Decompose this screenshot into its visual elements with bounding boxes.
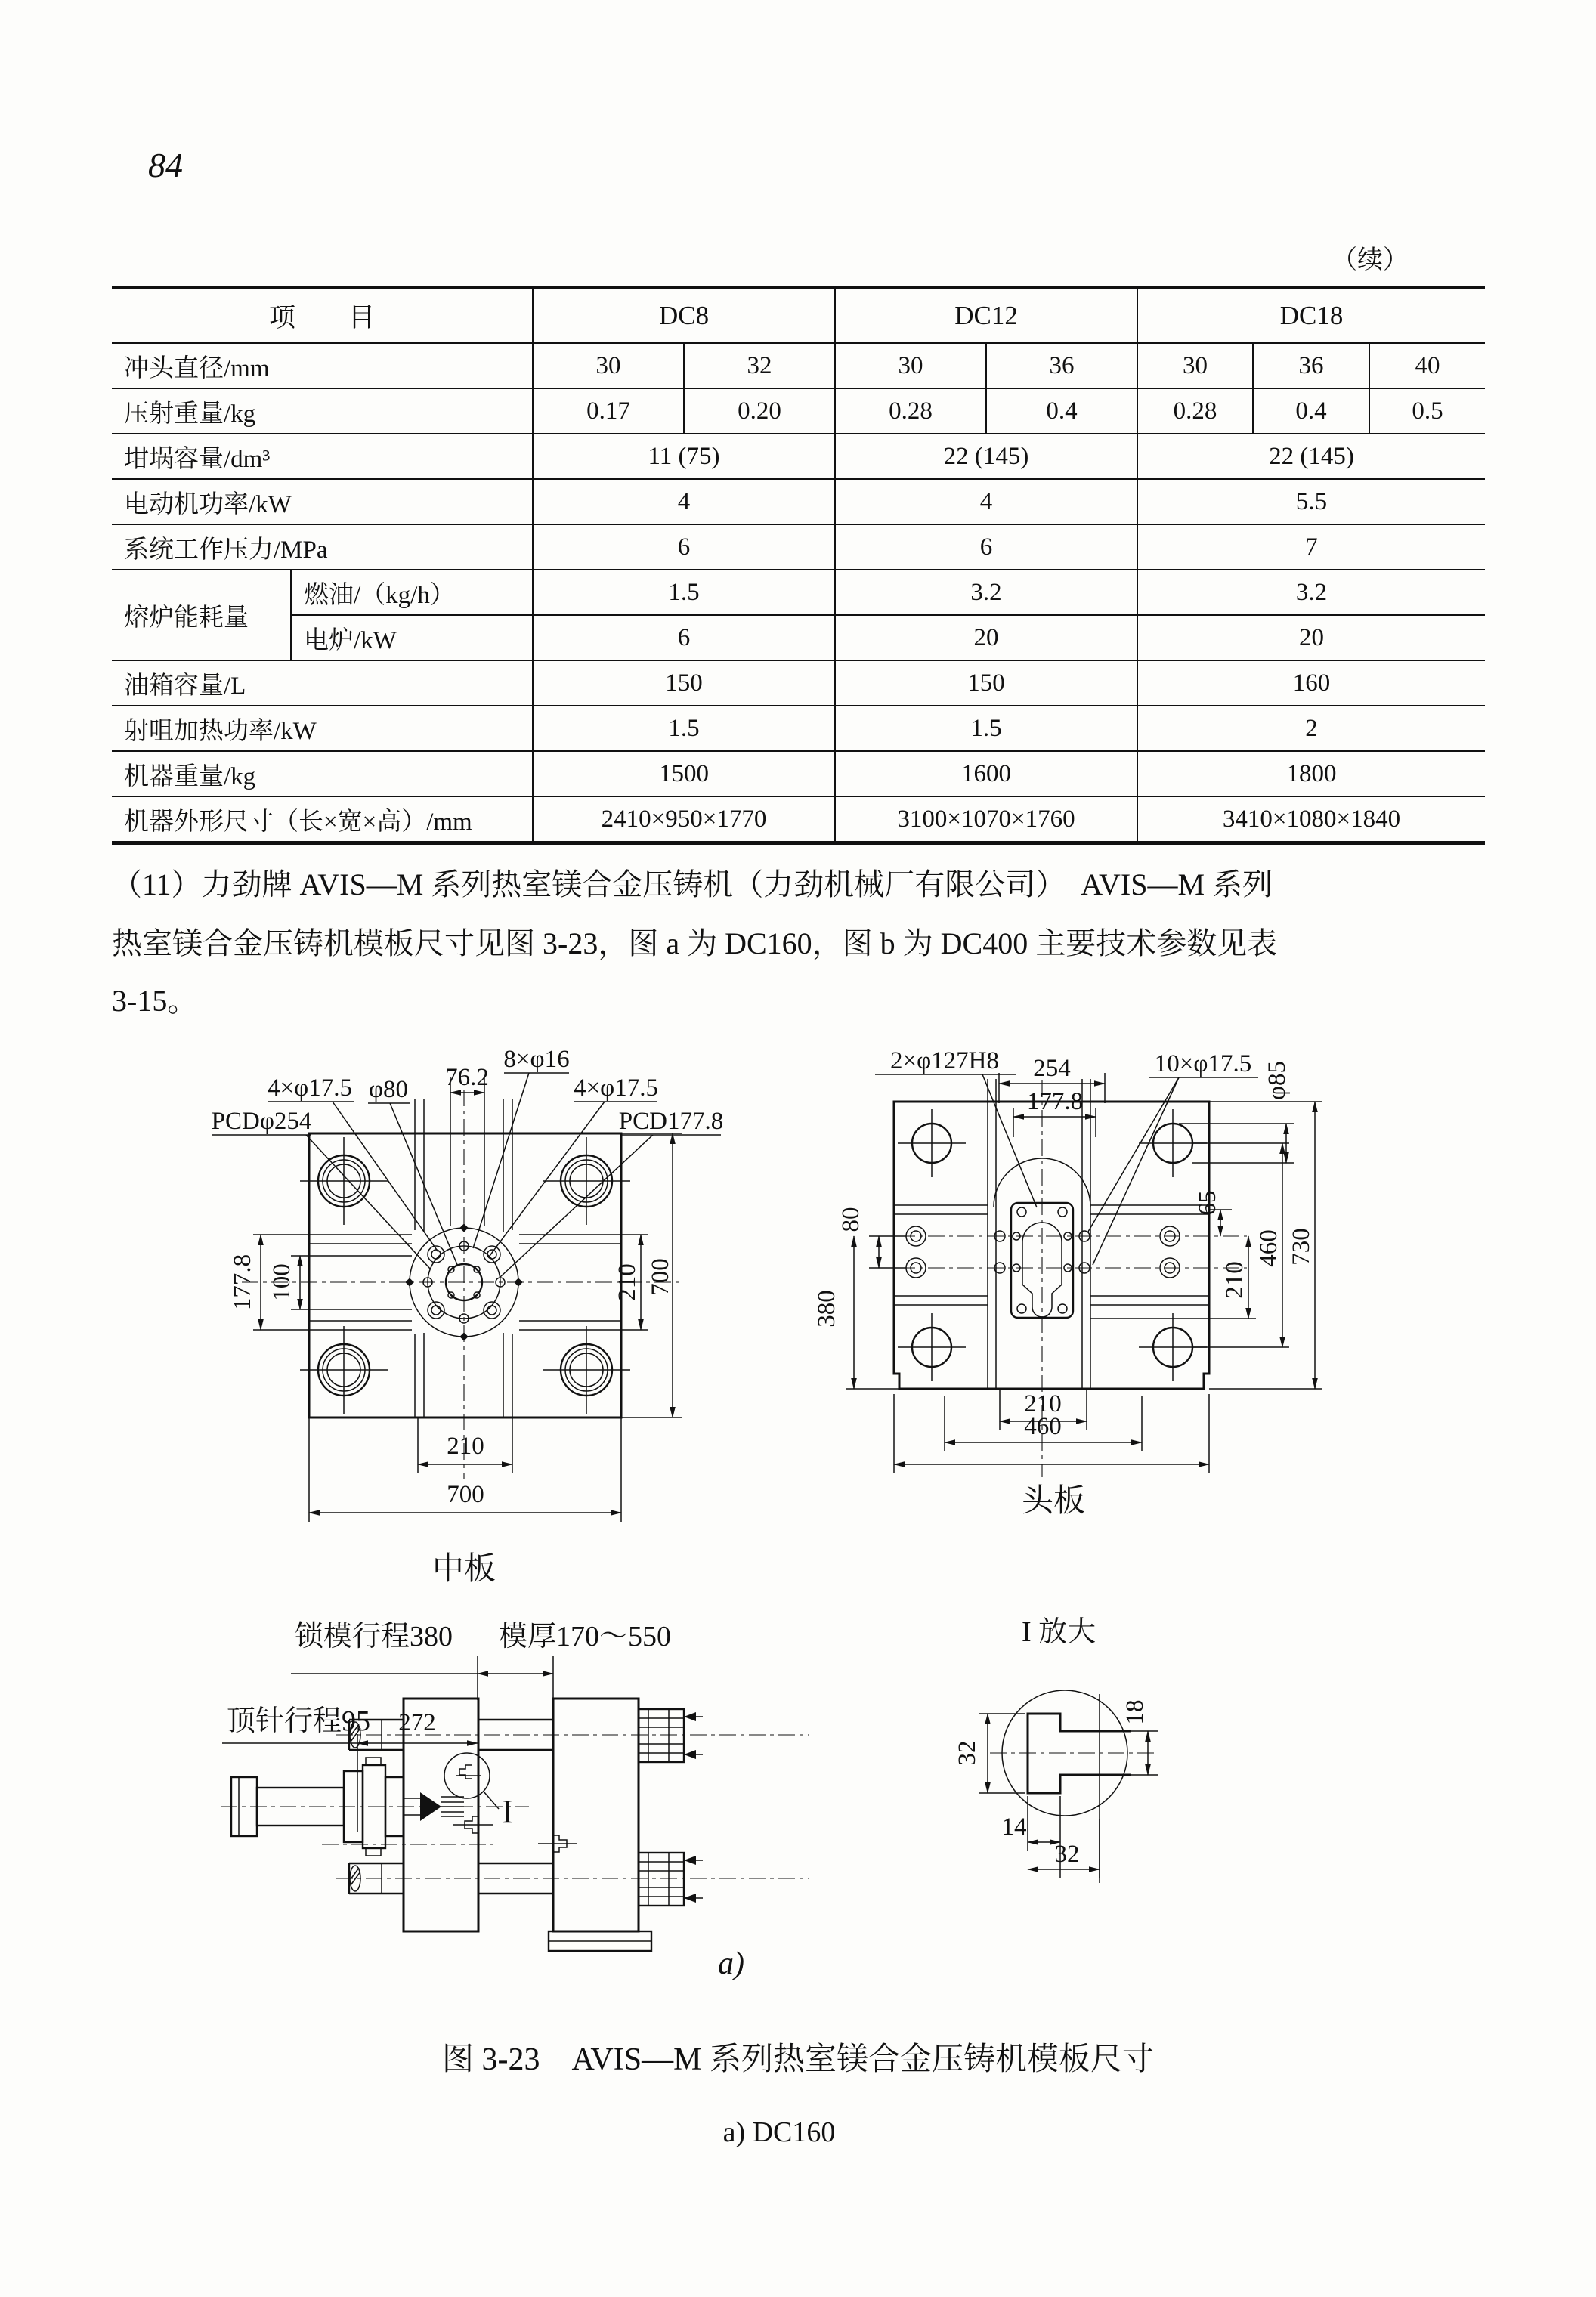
cell: 11 (75) [533, 434, 835, 479]
cell: 0.28 [835, 388, 986, 434]
table-row [112, 570, 1485, 615]
cell: 0.20 [684, 388, 835, 434]
row-label: 压射重量/kg [112, 388, 533, 434]
cell: 3410×1080×1840 [1137, 796, 1485, 843]
dim-label: PCD177.8 [618, 1108, 724, 1135]
dim-label: 2×φ127H8 [890, 1047, 999, 1074]
cell: 22 (145) [1137, 434, 1485, 479]
cell: 6 [835, 524, 1137, 570]
dim-label: 460 [1255, 1229, 1282, 1267]
table-row [112, 615, 1485, 660]
dim-label: 272 [398, 1709, 436, 1736]
cell: 20 [835, 615, 1137, 660]
dim-label: 顶针行程95 [227, 1705, 371, 1737]
paragraph-line: （11）力劲牌 AVIS—M 系列热室镁合金压铸机（力劲机械厂有限公司） AVIS—M 系列 [112, 867, 1273, 901]
row-label: 坩埚容量/dm³ [112, 434, 533, 479]
dim-label: 177.8 [1026, 1088, 1084, 1115]
row-label: 油箱容量/L [112, 660, 533, 706]
tie-bar-hole [300, 1326, 388, 1414]
cell: 0.4 [986, 388, 1137, 434]
dim-label: 730 [1288, 1228, 1315, 1266]
tie-bar-hole [898, 1109, 966, 1177]
dim-label: 210 [447, 1433, 484, 1460]
dim-label: 210 [1024, 1390, 1062, 1417]
cell: 1.5 [533, 570, 835, 615]
cell: 3.2 [835, 570, 1137, 615]
cell: 150 [533, 660, 835, 706]
head-platen-drawing [813, 1047, 1322, 1519]
table-row [112, 660, 1485, 706]
tie-bar-hole [543, 1326, 630, 1414]
nozzle-clamp-top [639, 1709, 703, 1762]
figure-caption: 图 3-23 AVIS—M 系列热室镁合金压铸机模板尺寸 [442, 2042, 1154, 2077]
cell: 0.4 [1253, 388, 1369, 434]
dim-label: φ85 [1264, 1060, 1291, 1101]
row-sublabel: 燃油/（kg/h） [291, 570, 533, 615]
table-row [112, 479, 1485, 524]
col-dc12: DC12 [835, 288, 1137, 344]
dim-label: 锁模行程380 [295, 1621, 453, 1652]
dim-label: 460 [1024, 1413, 1062, 1440]
cell: 6 [533, 615, 835, 660]
cell: 1500 [533, 751, 835, 796]
tie-bar-hole [898, 1313, 966, 1381]
dim-label: 模厚170～550 [499, 1621, 672, 1652]
dim-label: 254 [1033, 1055, 1071, 1082]
dim-label: 8×φ16 [503, 1046, 570, 1073]
dim-label: 210 [1221, 1261, 1248, 1299]
table-row [112, 434, 1485, 479]
row-label: 系统工作压力/MPa [112, 524, 533, 570]
side-section-drawing [221, 1621, 809, 1981]
cell: 1800 [1137, 751, 1485, 796]
dim-label: 14 [1001, 1813, 1027, 1841]
middle-platen-drawing [212, 1046, 724, 1587]
dim-label: 177.8 [229, 1254, 256, 1311]
cell: 4 [533, 479, 835, 524]
dim-label: 18 [1121, 1699, 1149, 1725]
col-dc18: DC18 [1137, 288, 1485, 344]
nozzle-clamp-bottom [639, 1853, 703, 1906]
row-group-label: 熔炉能耗量 [112, 570, 291, 660]
row-label: 机器重量/kg [112, 751, 533, 796]
middle-platen-caption: 中板 [431, 1552, 496, 1587]
tie-bar-hole [300, 1137, 388, 1225]
subfigure-a-label: a) [718, 1946, 744, 1981]
cell: 30 [533, 343, 684, 388]
table-row [112, 343, 1485, 388]
paragraph-line: 热室镁合金压铸机模板尺寸见图 3-23，图 a 为 DC160，图 b 为 DC400 主要技术参数见表 [112, 926, 1278, 960]
cell: 150 [835, 660, 1137, 706]
row-label: 电动机功率/kW [112, 479, 533, 524]
cell: 4 [835, 479, 1137, 524]
cell: 36 [1253, 343, 1369, 388]
cell: 36 [986, 343, 1137, 388]
cell: 3100×1070×1760 [835, 796, 1137, 843]
ejector-assembly [221, 1758, 529, 1856]
cell: 1.5 [533, 706, 835, 751]
dim-label: 32 [1054, 1841, 1080, 1868]
dim-label: 32 [954, 1740, 981, 1766]
row-label: 射咀加热功率/kW [112, 706, 533, 751]
table-continued-marker: （续） [1332, 246, 1409, 274]
table-row [112, 388, 1485, 434]
cell: 5.5 [1137, 479, 1485, 524]
paragraph-line: 3-15。 [112, 984, 198, 1018]
cell: 3.2 [1137, 570, 1485, 615]
tie-bar-hole [543, 1137, 630, 1225]
dim-label: 210 [614, 1263, 641, 1301]
cell: 2 [1137, 706, 1485, 751]
cell: 1.5 [835, 706, 1137, 751]
figure-3-23-drawing [0, 1035, 1596, 2010]
cell: 0.5 [1369, 388, 1485, 434]
dim-label: 76.2 [445, 1064, 489, 1091]
cell: 1600 [835, 751, 1137, 796]
dim-label: 380 [813, 1290, 840, 1328]
cell: 7 [1137, 524, 1485, 570]
cell: 22 (145) [835, 434, 1137, 479]
row-sublabel: 电炉/kW [291, 615, 533, 660]
spec-table [112, 286, 1485, 845]
detail-ref-label: I [502, 1793, 513, 1830]
cell: 0.28 [1137, 388, 1253, 434]
col-item: 项 目 [112, 288, 533, 344]
figure-subcaption: a) DC160 [722, 2116, 836, 2148]
dim-label: 100 [268, 1263, 295, 1301]
dim-label: 4×φ17.5 [574, 1074, 658, 1102]
row-label: 机器外形尺寸（长×宽×高）/mm [112, 796, 533, 843]
cell: 0.17 [533, 388, 684, 434]
dim-label: PCDφ254 [211, 1108, 312, 1135]
detail-view-drawing [954, 1616, 1158, 1883]
table-row [112, 796, 1485, 843]
col-dc8: DC8 [533, 288, 835, 344]
row-label: 冲头直径/mm [112, 343, 533, 388]
dim-label: 65 [1194, 1190, 1221, 1216]
dim-label: 700 [647, 1258, 674, 1296]
table-row [112, 706, 1485, 751]
dim-label: 4×φ17.5 [268, 1074, 352, 1102]
cell: 20 [1137, 615, 1485, 660]
detail-title: I 放大 [1022, 1616, 1096, 1648]
head-platen-caption: 头板 [1021, 1484, 1086, 1519]
cell: 32 [684, 343, 835, 388]
cell: 2410×950×1770 [533, 796, 835, 843]
dim-label: 700 [447, 1481, 484, 1508]
dim-label: φ80 [368, 1076, 409, 1103]
table-header-row [112, 288, 1485, 344]
cell: 160 [1137, 660, 1485, 706]
table-row [112, 751, 1485, 796]
page-number: 84 [148, 146, 183, 184]
cell: 30 [835, 343, 986, 388]
dim-label: 10×φ17.5 [1154, 1050, 1252, 1077]
table-row [112, 524, 1485, 570]
dim-label: 80 [837, 1207, 865, 1232]
cell: 30 [1137, 343, 1253, 388]
cell: 40 [1369, 343, 1485, 388]
cell: 6 [533, 524, 835, 570]
